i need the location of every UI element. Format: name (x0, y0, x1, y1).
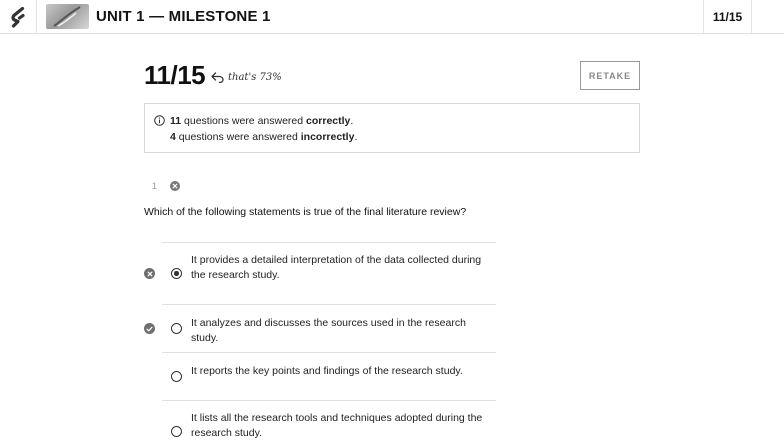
incorrect-mark-icon (144, 268, 155, 279)
incorrect-period: . (354, 131, 358, 143)
header-score: 11/15 (703, 0, 752, 34)
correct-mark-icon (144, 323, 155, 334)
option-text: It analyzes and discusses the sources used in the research study. (191, 317, 466, 344)
option-text: It reports the key points and findings of the research study. (191, 365, 463, 377)
answer-option[interactable] (162, 400, 496, 441)
answer-option[interactable] (162, 242, 496, 304)
sophia-logo-icon (10, 7, 27, 28)
logo[interactable] (0, 0, 37, 34)
question-number: 1 (152, 181, 158, 191)
correct-period: . (350, 115, 354, 127)
info-icon (154, 115, 165, 126)
option-radio[interactable] (171, 426, 182, 437)
unit-title: UNIT 1 — MILESTONE 1 (96, 8, 271, 25)
percent-note (211, 72, 282, 83)
question-incorrect-icon (170, 181, 180, 191)
retake-button[interactable]: RETAKE (580, 61, 640, 90)
incorrect-count: 4 (170, 131, 176, 143)
correct-summary (170, 115, 353, 127)
percent-text: that's 73% (228, 72, 282, 83)
incorrect-pre-text: questions were answered (175, 131, 301, 143)
option-text: It lists all the research tools and techniques adopted during the research study. (191, 412, 483, 439)
answer-option[interactable] (162, 352, 496, 400)
question-text: Which of the following statements is true of the final literature review? (144, 206, 467, 218)
incorrect-word: incorrectly (300, 131, 355, 143)
option-radio[interactable] (171, 268, 182, 279)
results-summary-box (144, 103, 640, 153)
score-display: 11/15 (144, 60, 206, 90)
undo-arrow-icon (211, 72, 224, 83)
unit-thumbnail (46, 4, 89, 29)
correct-count: 11 (170, 115, 182, 127)
correct-word: correctly (306, 115, 351, 127)
incorrect-summary (170, 131, 357, 143)
correct-pre-text: questions were answered (181, 115, 307, 127)
option-radio[interactable] (171, 371, 182, 382)
option-radio[interactable] (171, 323, 182, 334)
option-text: It provides a detailed interpretation of the data collected during the research study. (191, 254, 482, 281)
top-header (0, 0, 784, 34)
answer-option[interactable] (162, 304, 496, 352)
